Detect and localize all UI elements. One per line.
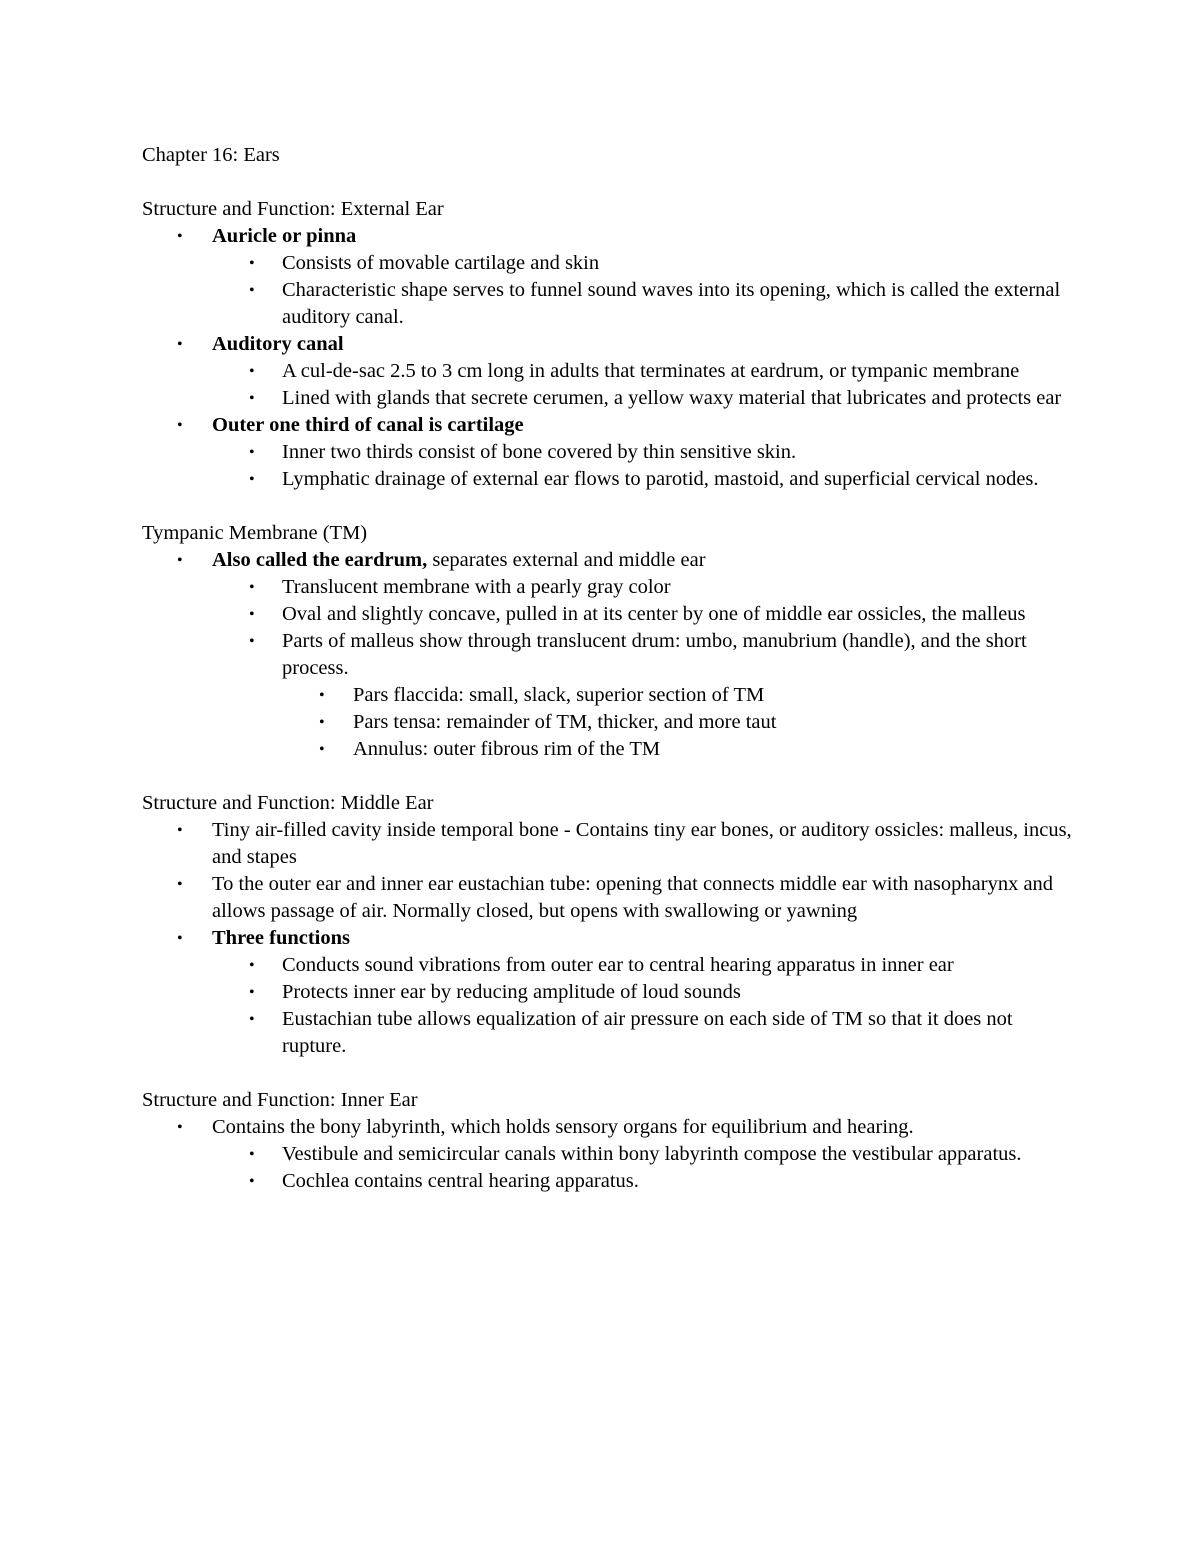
list-item — [142, 952, 1072, 979]
list-item — [142, 925, 1072, 952]
item-text: Annulus: outer fibrous rim of the TM — [353, 738, 661, 760]
item-text: Cochlea contains central hearing apparatus. — [282, 1170, 639, 1192]
list-item — [142, 871, 1072, 925]
bullet: • — [249, 957, 255, 974]
bullet: • — [249, 282, 255, 299]
bullet: • — [319, 687, 325, 704]
list-item — [142, 385, 1072, 412]
spacer — [142, 763, 1072, 790]
item-text: Oval and slightly concave, pulled in at its center by one of middle ear ossicles, the malleus — [282, 603, 1026, 625]
item-text: Contains the bony labyrinth, which holds sensory organs for equilibrium and hearing. — [212, 1116, 914, 1138]
item-text-bold: Also called the eardrum, — [212, 549, 428, 571]
item-text: Consists of movable cartilage and skin — [282, 252, 600, 274]
item-text: A cul-de-sac 2.5 to 3 cm long in adults that terminates at eardrum, or tympanic membrane — [282, 360, 1020, 382]
bullet: • — [177, 336, 183, 353]
spacer — [142, 169, 1072, 196]
item-text: Tiny air-filled cavity inside temporal bone - Contains tiny ear bones, or auditory ossicles: malleus, incus, and stapes — [212, 819, 1072, 868]
item-text: Parts of malleus show through translucent drum: umbo, manubrium (handle), and the short process. — [282, 630, 1027, 679]
bullet: • — [177, 228, 183, 245]
item-text: Translucent membrane with a pearly gray color — [282, 576, 671, 598]
bullet: • — [177, 417, 183, 434]
list-item — [142, 277, 1072, 331]
item-text: separates external and middle ear — [427, 549, 706, 571]
bullet: • — [249, 363, 255, 380]
item-text: Eustachian tube allows equalization of air pressure on each side of TM so that it does not rupture. — [282, 1008, 1013, 1057]
list-item — [142, 331, 1072, 358]
bullet: • — [249, 1011, 255, 1028]
list-item — [142, 223, 1072, 250]
bullet: • — [177, 1119, 183, 1136]
section-heading-tympanic-membrane: Tympanic Membrane (TM) — [142, 522, 368, 544]
item-text: Pars tensa: remainder of TM, thicker, and more taut — [353, 711, 777, 733]
item-text: Lined with glands that secrete cerumen, a yellow waxy material that lubricates and protects ear — [282, 387, 1062, 409]
list-item — [142, 250, 1072, 277]
section-heading-inner-ear: Structure and Function: Inner Ear — [142, 1089, 418, 1111]
bullet: • — [319, 714, 325, 731]
list-item — [142, 358, 1072, 385]
list-item — [142, 412, 1072, 439]
spacer — [142, 1060, 1072, 1087]
bullet: • — [177, 552, 183, 569]
bullet: • — [319, 741, 325, 758]
bullet: • — [177, 930, 183, 947]
bullet: • — [177, 876, 183, 893]
bullet: • — [249, 255, 255, 272]
list-item — [142, 601, 1072, 628]
list-item — [142, 979, 1072, 1006]
section-heading-middle-ear: Structure and Function: Middle Ear — [142, 792, 434, 814]
item-text: Three functions — [212, 927, 351, 949]
item-text: Characteristic shape serves to funnel sound waves into its opening, which is called the external auditory canal. — [282, 279, 1061, 328]
item-text: Pars flaccida: small, slack, superior section of TM — [353, 684, 765, 706]
bullet: • — [249, 1146, 255, 1163]
list-item — [142, 628, 1072, 682]
list-item — [142, 682, 1072, 709]
bullet: • — [249, 1173, 255, 1190]
list-item — [142, 547, 1072, 574]
item-text: Outer one third of canal is cartilage — [212, 414, 524, 436]
document-page — [142, 142, 1072, 1195]
item-text: To the outer ear and inner ear eustachian tube: opening that connects middle ear with nasopharynx and allows passage of air. Normally closed, but opens with swallowing or yawning — [212, 873, 1054, 922]
bullet: • — [249, 606, 255, 623]
item-text: Auditory canal — [212, 333, 344, 355]
item-text: Conducts sound vibrations from outer ear to central hearing apparatus in inner ear — [282, 954, 954, 976]
item-text: Vestibule and semicircular canals within bony labyrinth compose the vestibular apparatus. — [282, 1143, 1022, 1165]
chapter-title: Chapter 16: Ears — [142, 144, 280, 166]
list-item — [142, 439, 1072, 466]
bullet: • — [177, 822, 183, 839]
bullet: • — [249, 633, 255, 650]
item-text: Inner two thirds consist of bone covered by thin sensitive skin. — [282, 441, 797, 463]
list-item — [142, 1006, 1072, 1060]
bullet: • — [249, 471, 255, 488]
list-item — [142, 736, 1072, 763]
section-heading-external-ear: Structure and Function: External Ear — [142, 198, 444, 220]
list-item — [142, 817, 1072, 871]
list-item — [142, 466, 1072, 493]
list-item — [142, 709, 1072, 736]
item-text: Auricle or pinna — [212, 225, 357, 247]
list-item — [142, 1114, 1072, 1141]
bullet: • — [249, 444, 255, 461]
list-item — [142, 574, 1072, 601]
bullet: • — [249, 984, 255, 1001]
bullet: • — [249, 390, 255, 407]
item-text: Lymphatic drainage of external ear flows to parotid, mastoid, and superficial cervical nodes. — [282, 468, 1039, 490]
item-text: Protects inner ear by reducing amplitude of loud sounds — [282, 981, 741, 1003]
spacer — [142, 493, 1072, 520]
list-item — [142, 1168, 1072, 1195]
bullet: • — [249, 579, 255, 596]
list-item — [142, 1141, 1072, 1168]
